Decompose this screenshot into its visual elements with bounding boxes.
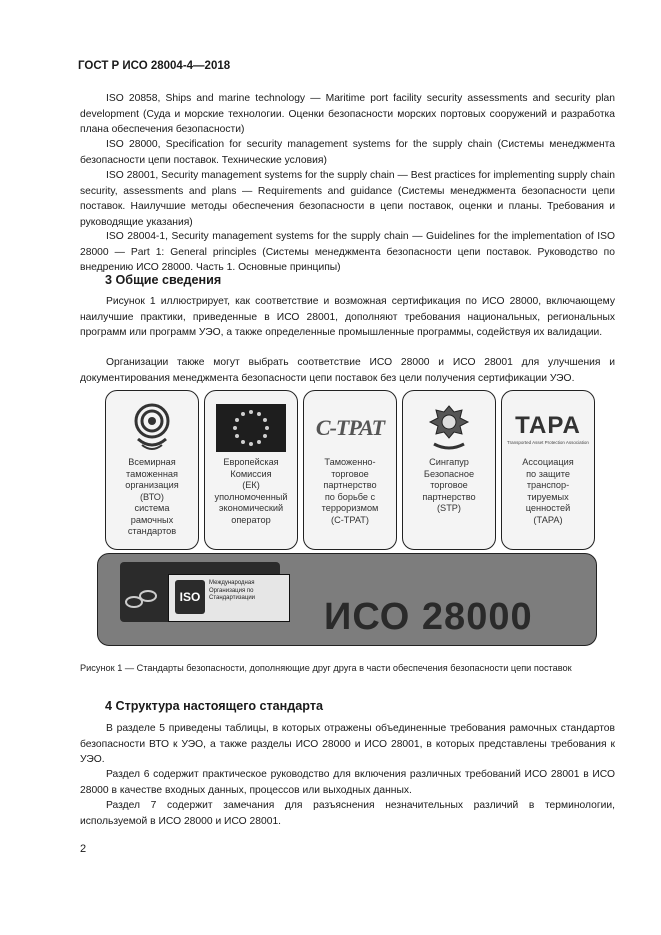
ctpat-logo-text: C-TPAT: [315, 415, 385, 440]
figure-1: [97, 390, 597, 646]
iso-28000-label: ИСО 28000: [324, 596, 533, 638]
document-header: ГОСТ Р ИСО 28004-4—2018: [78, 60, 231, 72]
section-3-paragraph: Рисунок 1 иллюстрирует, как соответствие и возможная сертификация по ИСО 28000, включающему наилучшие практики, приведенные в ИСО 28001, дополняют требования национальных, региональных программ или программ УЭО, а также определенные промышленные программы, содействуя их валидации.: [80, 296, 615, 338]
iso-logo-frame: [120, 562, 280, 622]
ec-box: [204, 390, 298, 550]
ctpat-caption: Таможенно- торговое партнерство по борьбе с терроризмом (C-TPAT): [321, 457, 379, 525]
reference-iso-28004-1: ISO 28004-1, Security management systems for the supply chain — Guidelines for the implementation of ISO 28000 — Part 1: General principles (Системы менеджмента безопасности цепи поставок. Руководство по внедрению ИСО 28000. Часть 1. Основные принципы): [80, 231, 615, 273]
ec-caption: Европейская Комиссия (ЕК) уполномоченный экономический оператор: [214, 457, 288, 525]
section-3-title: 3 Общие сведения: [105, 273, 222, 287]
ctpat-logo-icon: [304, 397, 396, 459]
tapa-logo-subtext: Transported Asset Protection Association: [507, 439, 589, 445]
iso-badge: ISO: [175, 580, 205, 614]
eu-flag-icon: [205, 397, 297, 459]
page-number: 2: [80, 843, 87, 855]
reference-iso-20858: ISO 20858, Ships and marine technology — Maritime port facility security assessments and security plan development (Суда и морские технологии. Оценки безопасности морских портовых сооружений и разработка плана обеспечения безопасности): [80, 93, 615, 135]
tapa-box: [501, 390, 595, 550]
tapa-logo-icon: [502, 397, 594, 459]
reference-iso-28000: ISO 28000, Specification for security management systems for the supply chain (Системы менеджмента безопасности цепи поставок. Технические условия): [80, 139, 615, 166]
chain-icon: [124, 582, 164, 612]
section-4-paragraph: Раздел 6 содержит практическое руководство для включения различных требований ИСО 28001 в ИСО 28000 в качестве входных данных, процессов или выходных данных.: [80, 769, 615, 796]
wco-caption: Всемирная таможенная организация (ВТО) система рамочных стандартов: [125, 457, 179, 536]
section-3-paragraph: Организации также могут выбрать соответствие ИСО 28000 и ИСО 28001 для улучшения и документирования менеджмента безопасности цепи поставок без цели получения сертификации УЭО.: [80, 357, 615, 384]
section-4-paragraph: Раздел 7 содержит замечания для разъяснения незначительных различий в терминологии, используемой в ИСО 28000 и ИСО 28001.: [80, 800, 615, 827]
figure-caption: Рисунок 1 — Стандарты безопасности, дополняющие друг друга в части обеспечения безопасности цепи поставок: [80, 663, 572, 673]
tapa-logo-text: TAPA: [515, 411, 581, 439]
stp-caption: Сингапур Безопасное торговое партнерство (STP): [422, 457, 476, 513]
reference-iso-28001: ISO 28001, Security management systems for the supply chain — Best practices for implementing supply chain security, assessments and plans — Requirements and guidance (Системы менеджмента безопасности цепи поставок. Наилучшие методы обеспечения безопасности в цепи поставок, оценки и планы. Требования и руководящие указания): [80, 170, 615, 228]
singapore-customs-emblem-icon: [403, 397, 495, 459]
wco-logo-icon: [106, 397, 198, 459]
tapa-caption: Ассоциация по защите транспор- тируемых ценностей (ТАРА): [522, 457, 574, 525]
iso-org-name: Международная Организация по Стандартизации: [209, 580, 256, 601]
wco-box: [105, 390, 199, 550]
section-4-paragraph: В разделе 5 приведены таблицы, в которых отражены объединенные требования рамочных стандартов безопасности ВТО к УЭО, а также разделы ИСО 28000 и ИСО 28001, в которых представлены требования к УЭО.: [80, 723, 615, 765]
section-4-title: 4 Структура настоящего стандарта: [105, 699, 323, 713]
iso-logo-tile: [168, 574, 290, 622]
ctpat-box: [303, 390, 397, 550]
iso-28000-panel: [97, 553, 597, 646]
stp-box: [402, 390, 496, 550]
